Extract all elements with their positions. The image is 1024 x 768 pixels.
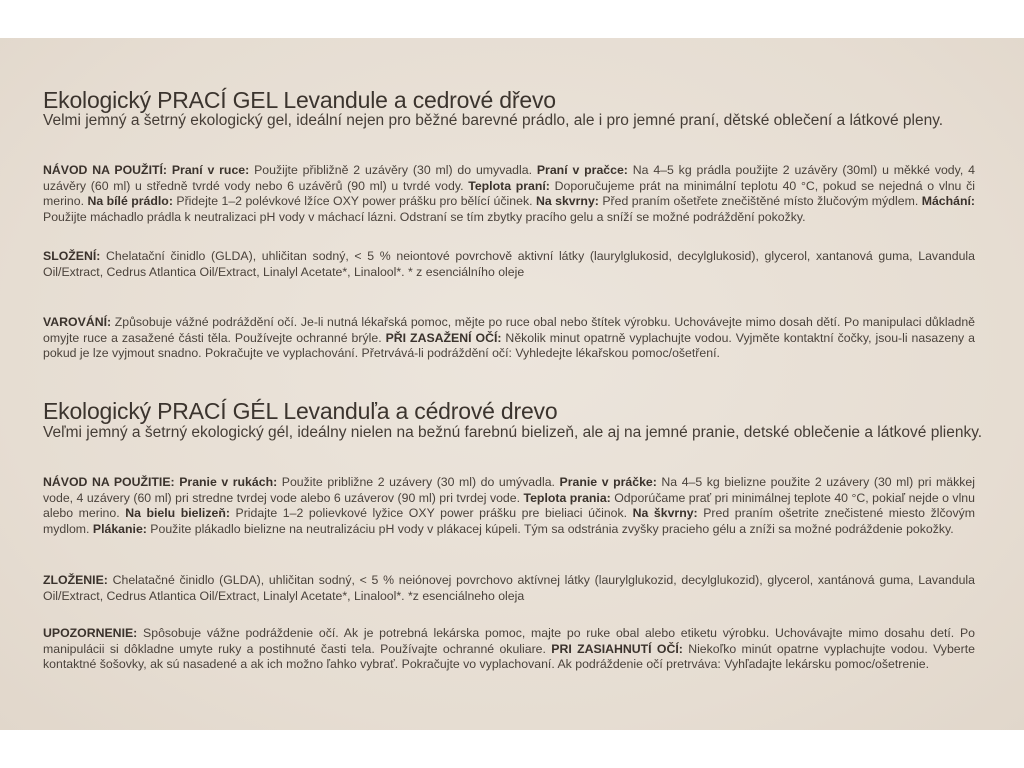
- cz-title: Ekologický PRACÍ GEL Levandule a cedrové dřevo: [43, 87, 556, 113]
- body-text: Použijte máchadlo prádla k neutralizaci pH vody v máchací lázni. Odstraní se tím zbytky pracího gelu a sníží se možné podráždění pokožky.: [43, 210, 806, 225]
- sk-warning: [43, 626, 975, 673]
- body-text: Několik minut opatrně vyplachujte vodou. Vyjměte kontaktní čočky, jsou-li nasazeny a pokud je lze vyjmout snadno. Pokračujte ve vyplachování. Přetrvává-li podráždění očí: Vyhledejte lékařskou pomoc/ošetření.: [43, 330, 975, 361]
- body-text: Doporučujeme prát na minimální teplotu 40 °C, pokud se nejedná o vlnu či merino.: [43, 178, 975, 209]
- bold-heading: ZLOŽENIE:: [43, 573, 108, 587]
- bold-heading: Na škvrny:: [632, 506, 698, 521]
- sk-composition: [43, 573, 975, 604]
- bold-heading: UPOZORNENIE:: [43, 626, 138, 640]
- body-text: Chelatační činidlo (GLDA), uhličitan sodný, < 5 % neiontové povrchově aktivní látky (laurylglukosid, decylglukosid), glycerol, xantanová guma, Lavandula Oil/Extract, Cedrus Atlantica Oil/Extract, Linalyl Acetate*, Linalool*. * z esenciálního oleje: [43, 249, 975, 279]
- bold-heading: VAROVÁNÍ:: [43, 315, 112, 329]
- body-text: Způsobuje vážné podráždění očí. Je-li nutná lékařská pomoc, mějte po ruce obal nebo štítek výrobku. Uchovávejte mimo dosah dětí. Po manipulaci důkladně omyjte ruce a zasažené části těla. Používejte ochranné brýle.: [43, 315, 975, 345]
- cz-composition: [43, 249, 975, 280]
- bold-heading: Plákanie:: [92, 522, 147, 537]
- bold-heading: PŘI ZASAŽENÍ OČÍ:: [385, 330, 502, 345]
- body-text: Před praním ošetřete znečištěné místo žlučovým mýdlem.: [598, 194, 922, 209]
- bold-heading: NÁVOD NA POUŽITÍ: Praní v ruce:: [43, 163, 250, 177]
- body-text: Přidejte 1–2 polévkové lžíce OXY power prášku pro bělící účinek.: [172, 194, 536, 209]
- bold-heading: Praní v pračce:: [536, 163, 628, 177]
- cz-subtitle: Velmi jemný a šetrný ekologický gel, ideální nejen pro běžné barevné prádlo, ale i pro jemné praní, dětské oblečení a látkové pleny.: [43, 112, 944, 129]
- body-text: Chelatačné činidlo (GLDA), uhličitan sodný, < 5 % neiónovej povrchovo aktívnej látky (laurylglukozid, decylglukozid), glycerol, xantánová guma, Lavandula Oil/Extract, Cedrus Atlantica Oil/Extract, Linalyl Acetate*, Linalool*. *z esenciálneho oleja: [43, 573, 975, 603]
- body-text: Použijte přibližně 2 uzávěry (30 ml) do umyvadla.: [249, 163, 537, 177]
- bold-heading: Máchání:: [921, 194, 975, 209]
- body-text: Niekoľko minút opatrne vyplachujte vodou. Vyberte kontaktné šošovky, ak sú nasadené a ak ich možno ľahko vybrať. Pokračujte vo vyplachovaní. Ak podráždenie očí pretrváva: Vyhľadajte lekársku pomoc/ošetrenie.: [43, 641, 975, 672]
- body-text: Spôsobuje vážne podráždenie očí. Ak je potrebná lekárska pomoc, majte po ruke obal alebo etiketu výrobku. Uchovávajte mimo dosahu detí. Po manipulácii si dôkladne umyte ruky a postihnuté časti tela. Používajte ochranné okuliare.: [43, 626, 975, 656]
- bold-heading: PRI ZASIAHNUTÍ OČÍ:: [551, 641, 683, 656]
- bold-heading: Na skvrny:: [535, 194, 599, 209]
- body-text: Pridajte 1–2 polievkové lyžice OXY power prášku pre bieliaci účinok.: [229, 506, 633, 521]
- body-text: Odporúčame prať pri minimálnej teplote 40 °C, pokiaľ nejde o vlnu alebo merino.: [43, 490, 975, 521]
- product-label: [0, 38, 1024, 730]
- bold-heading: Na bílé prádlo:: [87, 194, 173, 209]
- bold-heading: NÁVOD NA POUŽITIE: Pranie v rukách:: [43, 475, 278, 489]
- body-text: Na 4–5 kg bielizne použite 2 uzávery (30 ml) pri mäkkej vode, 4 uzávery (60 ml) pri stredne tvrdej vode alebo 6 uzáverov (90 ml) pri tvrdej vode.: [43, 475, 975, 505]
- bold-heading: Teplota praní:: [468, 178, 550, 193]
- sk-usage-instructions: [43, 475, 975, 538]
- bold-heading: Teplota prania:: [523, 490, 611, 505]
- cz-warning: [43, 315, 975, 362]
- sk-title: Ekologický PRACÍ GÉL Levanduľa a cédrové drevo: [43, 398, 558, 424]
- bold-heading: Pranie v práčke:: [559, 475, 657, 489]
- cz-usage-instructions: [43, 163, 975, 226]
- body-text: Na 4–5 kg prádla použijte 2 uzávěry (30ml) u měkké vody, 4 uzávěry (60 ml) u středně tvrdé vody nebo 6 uzávěrů (90 ml) u tvrdé vody.: [43, 163, 975, 193]
- sk-subtitle: Veľmi jemný a šetrný ekologický gél, ideálny nielen na bežnú farebnú bielizeň, ale aj na jemné pranie, detské oblečenie a látkové plienky.: [43, 424, 983, 441]
- body-text: Použite približne 2 uzávery (30 ml) do umývadla.: [277, 475, 560, 489]
- body-text: Pred praním ošetrite znečistené miesto žlčovým mydlom.: [43, 506, 975, 537]
- bold-heading: Na bielu bielizeň:: [125, 506, 230, 521]
- bold-heading: SLOŽENÍ:: [43, 249, 101, 263]
- body-text: Použite plákadlo bielizne na neutralizáciu pH vody v plákacej kúpeli. Tým sa odstránia zvyšky pracieho gélu a zníži sa možné podráždenie pokožky.: [146, 522, 954, 537]
